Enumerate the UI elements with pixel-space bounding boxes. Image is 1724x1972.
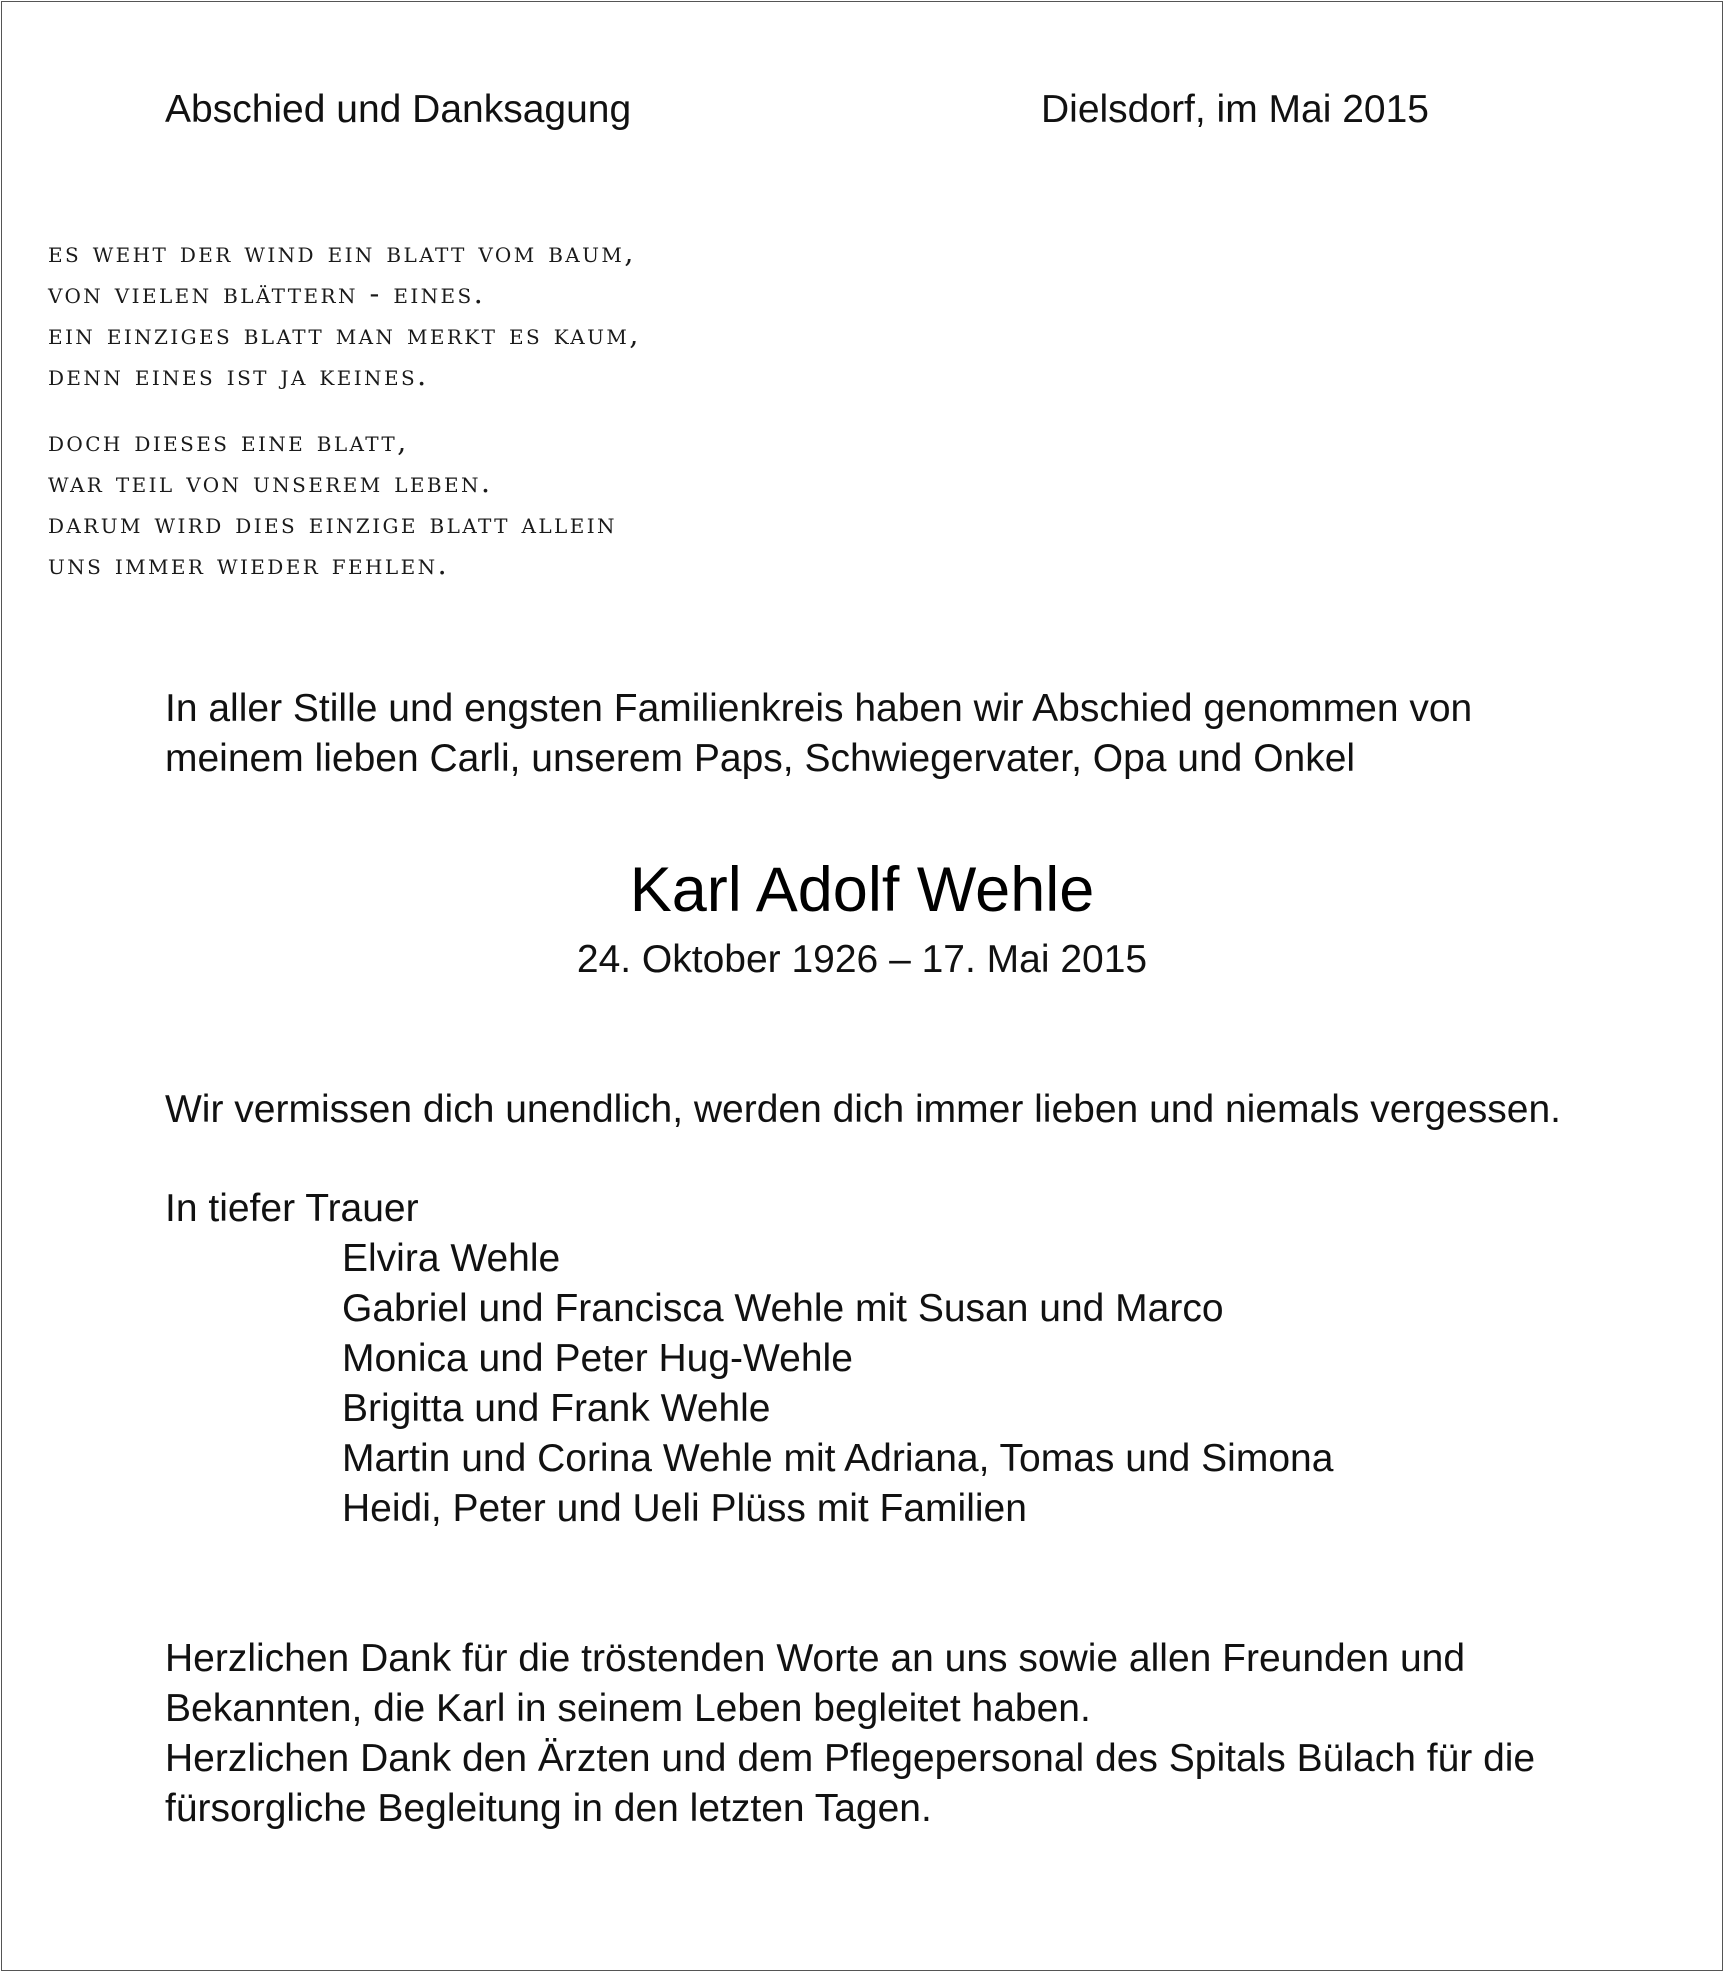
poem-stanza-2 [48, 421, 617, 585]
thanks-line: Herzlichen Dank den Ärzten und dem Pflegepersonal des Spitals Bülach für die [165, 1737, 1536, 1780]
poem-line: ein einziges blatt man merkt es kaum, [48, 317, 641, 351]
thanks-paragraph [165, 1634, 1535, 1834]
mourner-entry: Elvira Wehle [342, 1237, 561, 1280]
header-place-date: Dielsdorf, im Mai 2015 [1041, 88, 1429, 131]
poem-line: von vielen blättern - eines. [48, 276, 486, 310]
obituary-page [1, 1, 1723, 1971]
mourners-list [342, 1234, 1333, 1534]
intro-paragraph [165, 684, 1472, 784]
mourner-entry: Monica und Peter Hug-Wehle [342, 1337, 853, 1380]
thanks-line: Bekannten, die Karl in seinem Leben begleitet haben. [165, 1687, 1091, 1730]
life-dates: 24. Oktober 1926 – 17. Mai 2015 [576, 938, 1148, 981]
miss-line: Wir vermissen dich unendlich, werden dich immer lieben und niemals vergessen. [165, 1088, 1561, 1131]
poem-line: doch dieses eine blatt, [48, 424, 409, 458]
poem-line: denn eines ist ja keines. [48, 358, 429, 392]
thanks-line: Herzlichen Dank für die tröstenden Worte an uns sowie allen Freunden und [165, 1637, 1466, 1680]
poem-stanza-1 [48, 232, 641, 396]
poem-line: es weht der wind ein blatt vom baum, [48, 235, 636, 269]
header-title: Abschied und Danksagung [165, 88, 632, 131]
intro-line: meinem lieben Carli, unserem Paps, Schwiegervater, Opa und Onkel [165, 737, 1356, 780]
mourner-entry: Martin und Corina Wehle mit Adriana, Tomas und Simona [342, 1437, 1334, 1480]
mourner-entry: Gabriel und Francisca Wehle mit Susan und Marco [342, 1287, 1224, 1330]
poem-line: war teil von unserem leben. [48, 465, 493, 499]
intro-line: In aller Stille und engsten Familienkreis haben wir Abschied genommen von [165, 687, 1473, 730]
mourner-entry: Brigitta und Frank Wehle [342, 1387, 771, 1430]
deceased-name: Karl Adolf Wehle [629, 855, 1095, 925]
poem-line: darum wird dies einzige blatt allein [48, 506, 617, 540]
grief-label: In tiefer Trauer [165, 1187, 419, 1230]
thanks-line: fürsorgliche Begleitung in den letzten Tagen. [165, 1787, 932, 1830]
poem-line: uns immer wieder fehlen. [48, 547, 450, 581]
mourner-entry: Heidi, Peter und Ueli Plüss mit Familien [342, 1487, 1027, 1530]
